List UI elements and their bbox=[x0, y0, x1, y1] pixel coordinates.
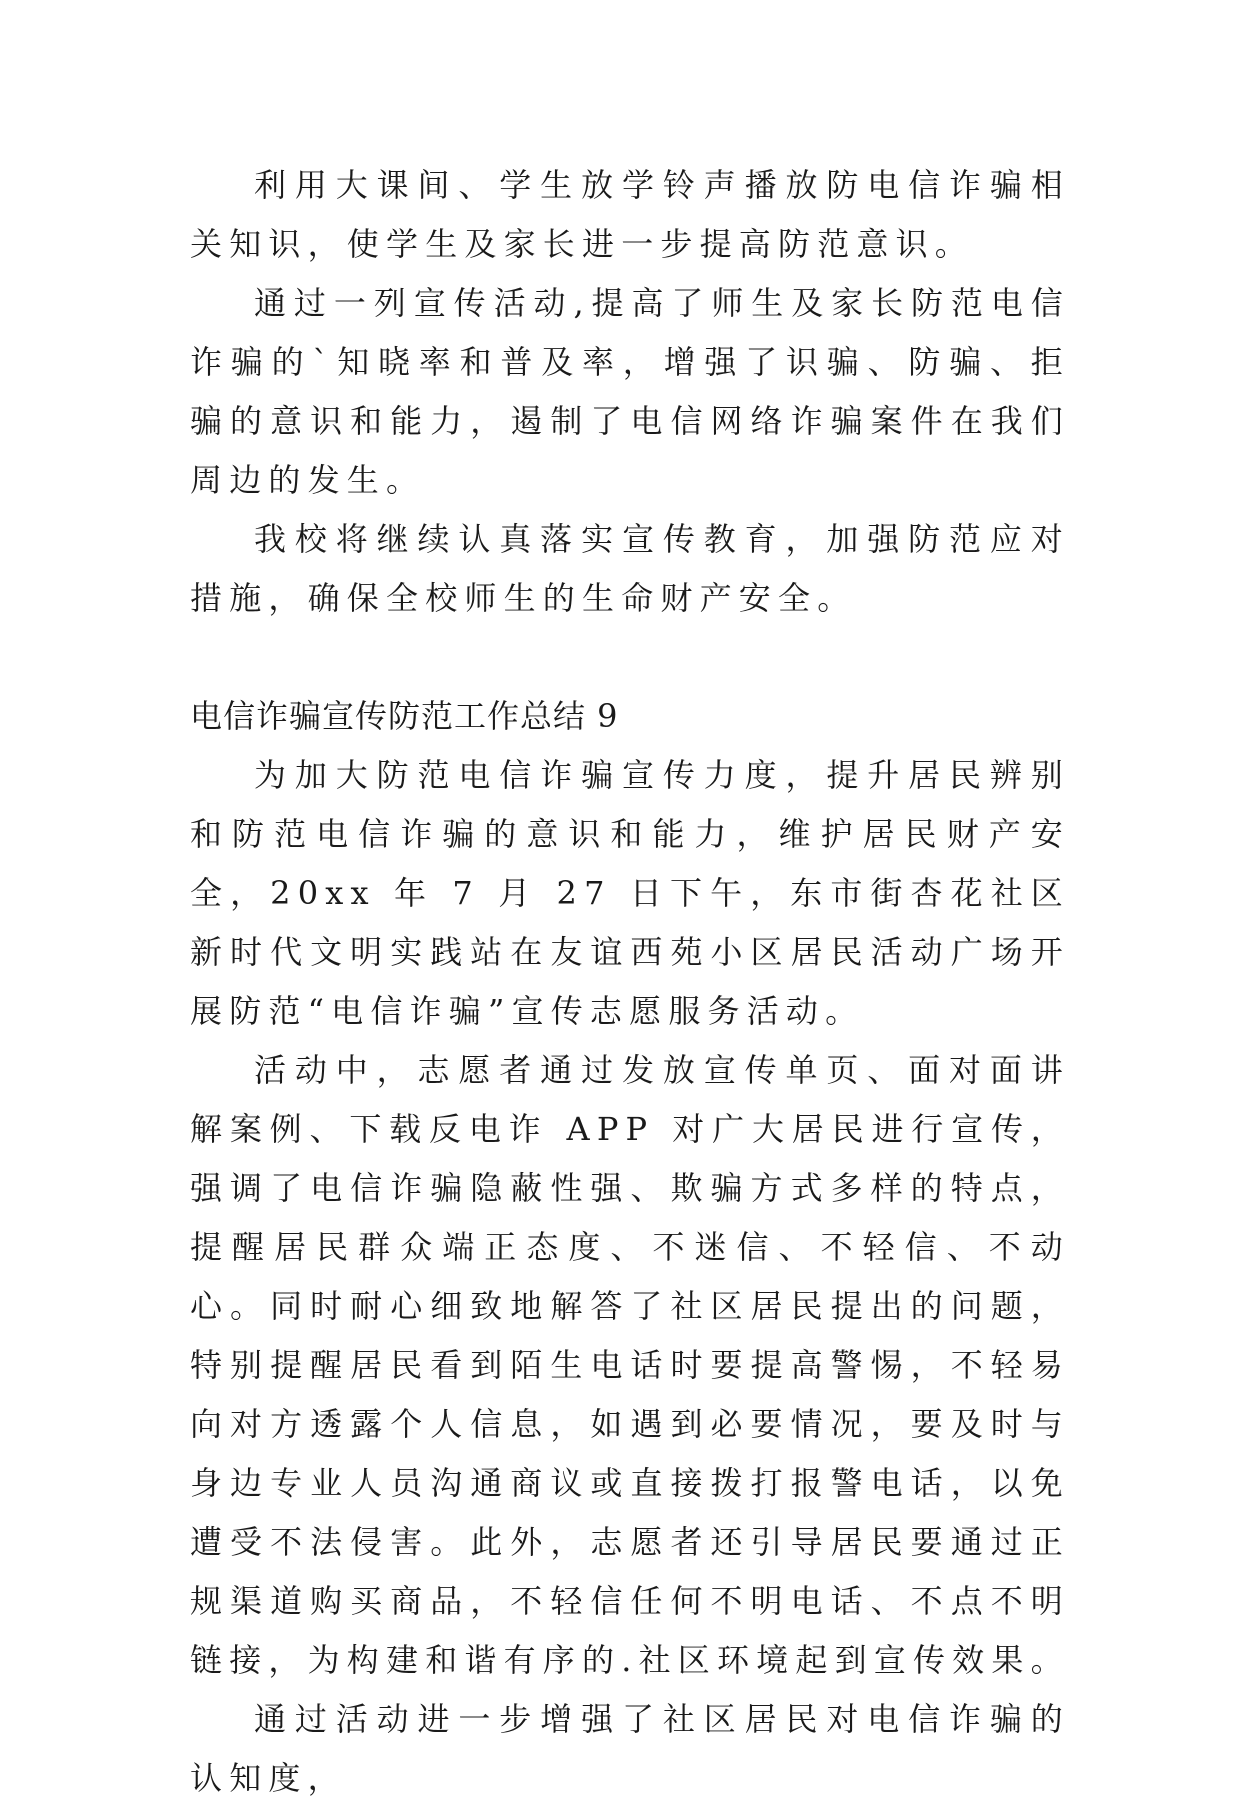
paragraph: 通过活动进一步增强了社区居民对电信诈骗的认知度， bbox=[190, 1700, 1070, 1797]
paragraph: 我校将继续认真落实宣传教育，加强防范应对措施，确保全校师生的生命财产安全。 bbox=[190, 520, 1070, 617]
paragraph: 为加大防范电信诈骗宣传力度，提升居民辨别和防范电信诈骗的意识和能力，维护居民财产安全，20xx 年 7 月 27 日下午，东市街杏花社区新时代文明实践站在友谊西苑小区居民活动广场开展防范“电信诈骗”宣传志愿服务活动。 bbox=[190, 756, 1070, 1030]
paragraph: 活动中，志愿者通过发放宣传单页、面对面讲解案例、下载反电诈 APP 对广大居民进行宣传，强调了电信诈骗隐蔽性强、欺骗方式多样的特点，提醒居民群众端正态度、不迷信、不轻信、不动心。同时耐心细致地解答了社区居民提出的问题，特别提醒居民看到陌生电话时要提高警惕，不轻易向对方透露个人信息，如遇到必要情况，要及时与身边专业人员沟通商议或直接拨打报警电话，以免遭受不法侵害。此外，志愿者还引导居民要通过正规渠道购买商品，不轻信任何不明电话、不点不明链接，为构建和谐有序的.社区环境起到宣传效果。 bbox=[190, 1051, 1070, 1679]
paragraph: 通过一列宣传活动,提高了师生及家长防范电信诈骗的`知晓率和普及率，增强了识骗、防骗、拒骗的意识和能力，遏制了电信网络诈骗案件在我们周边的发生。 bbox=[190, 284, 1070, 499]
section-heading: 电信诈骗宣传防范工作总结 9 bbox=[190, 697, 619, 735]
section-gap bbox=[190, 628, 1070, 687]
document-body bbox=[190, 156, 1070, 1808]
paragraph: 利用大课间、学生放学铃声播放防电信诈骗相关知识，使学生及家长进一步提高防范意识。 bbox=[190, 166, 1070, 263]
